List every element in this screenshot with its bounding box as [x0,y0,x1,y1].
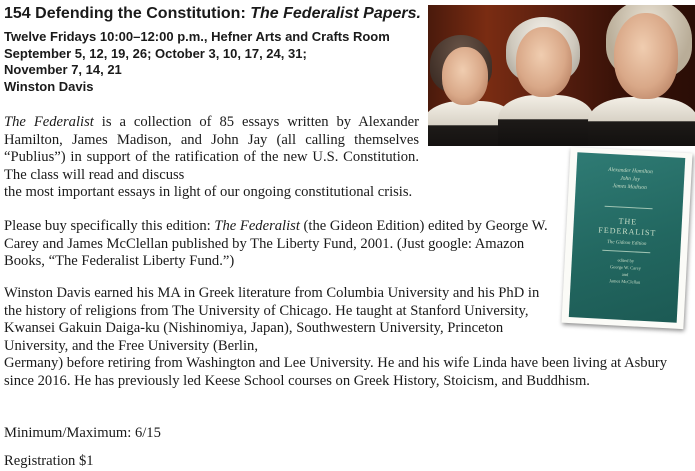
book-title-line: THE [618,216,638,227]
book-editors [571,254,680,288]
book-authors [576,164,685,194]
book-editor-line: and [621,271,629,278]
edition-after: (the Gideon Edition) edited by George W. Carey and James McClellan published by The Liberty Fund, 2001. (Just google: Amazon Books, “The Federalist Liberty Fund.”) [4,218,548,270]
course-title-italic: The Federalist Papers. [250,5,421,22]
bio-beside-book: Winston Davis earned his MA in Greek literature from Columbia University and his PhD in the history of religions from The University of Chicago. He taught at Stanford University, Kwansei Gakuin Daiga-ku (Nishinomiya, Japan), Southwestern University, Princeton University, and the Free University (Berlin, [4,285,540,354]
course-title [4,4,424,24]
edition-paragraph [4,218,552,271]
instructor-name: Winston Davis [4,78,94,94]
book-author: Alexander Hamilton [607,166,654,176]
dates-line: September 5, 12, 19, 26; October 3, 10, 17, 24, 31; [4,45,307,61]
bio-full-width: Germany) before retiring from Washington and Lee University. He and his wife Linda have been living at Asbury since 2016. He has previously led Keese School courses on Greek History, Stoicism, and Buddhism. [4,355,668,389]
federalist-book-cover-image [561,147,692,329]
instructor-bio [4,285,668,391]
book-editor-line: George W. Carey [609,264,642,271]
schedule-line: Twelve Fridays 10:00–12:00 p.m., Hefner Arts and Crafts Room [4,29,390,44]
book-title [573,214,682,240]
book-editor-line: edited by [617,257,635,264]
book-author: John Jay [620,175,641,183]
course-description [4,114,419,202]
edition-before: Please buy specifically this edition: [4,218,215,234]
book-edition: The Gideon Edition [606,239,647,248]
dates-line-2: November 7, 14, 21 [4,62,122,77]
course-meta [4,29,424,95]
book-title-line: FEDERALIST [598,225,657,238]
course-number-title: 154 Defending the Constitution: [4,5,246,22]
founders-portrait-image [428,5,695,146]
description-body: is a collection of 85 essays written by Alexander Hamilton, James Madison, and John Jay (all calling themselves “Publius”) in support of the ratification of the new U.S. Constitution. The class will read and discuss [4,114,420,183]
enrollment-limits: Minimum/Maximum: 6/15 [4,425,161,441]
book-author: James Madison [612,183,647,191]
book-cover [569,152,685,322]
description-last-line: the most important essays in light of our ongoing constitutional crisis. [4,184,413,201]
edition-italic: The Federalist [214,218,300,234]
book-editor-line: James McClellan [609,278,641,285]
description-italic-lead: The Federalist [4,114,94,130]
registration-fee: Registration $1 [4,453,94,469]
